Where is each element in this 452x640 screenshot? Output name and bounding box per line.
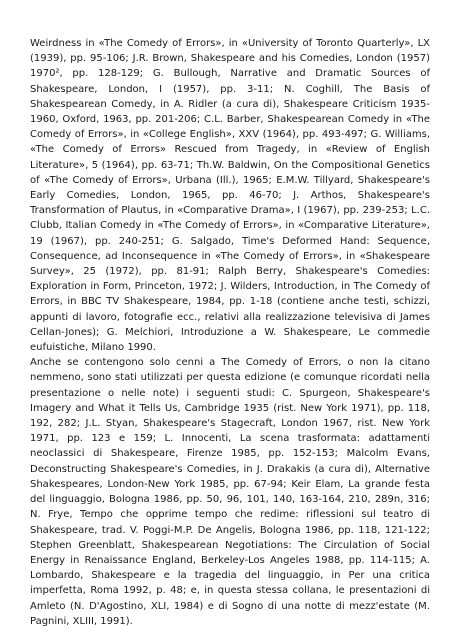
- additional-studies-paragraph: Anche se contengono solo cenni a The Comedy of Errors, o non la citano nemmeno, sono stati utilizzati per questa edizione (e comunque ricordati nella presentazione o nelle note) i seguenti studi: C. Spurgeon, Shakespeare's Imagery and What it Tells Us, Cambridge 1935 (rist. New York 1971), pp. 118, 192, 282; J.L. Styan, Shakespeare's Stagecraft, London 1967, rist. New York 1971, pp. 123 e 159; L. Innocenti, La scena trasformata: adattamenti neoclassici di Shakespeare, Firenze 1985, pp. 152-153; Malcolm Evans, Deconstructing Shakespeare's Comedies, in J. Drakakis (a cura di), Alternative Shakespeares, London-New York 1985, pp. 67-94; Keir Elam, La grande festa del linguaggio, Bologna 1986, pp. 50, 96, 101, 140, 163-164, 210, 289n, 316; N. Frye, Tempo che opprime tempo che redime: riflessioni sul teatro di Shakespeare, trad. V. Poggi-M.P. De Angelis, Bologna 1986, pp. 118, 121-122; Stephen Greenblatt, Shakespearean Negotiations: The Circulation of Social Energy in Renaissance England, Berkeley-Los Angeles 1988, pp. 114-115; A. Lombardo, Shakespeare e la tragedia del linguaggio, in Per una critica imperfetta, Roma 1992, p. 48; e, in questa stessa collana, le presentazioni di Amleto (N. D'Agostino, XLI, 1984) e di Sogno di una notte di mezz'estate (M. Pagnini, XLIII, 1991).: [30, 357, 430, 627]
- bibliography-paragraph: Weirdness in «The Comedy of Errors», in «University of Toronto Quarterly», LX (1939), pp. 95-106; J.R. Brown, Shakespeare and his Comedies, London (1957) 1970², pp. 128-129; G. Bullough, Narrative and Dramatic Sources of Shakespeare, London, I (1957), pp. 3-11; N. Coghill, The Basis of Shakespearean Comedy, in A. Ridler (a cura di), Shakespeare Criticism 1935-1960, Oxford, 1963, pp. 201-206; C.L. Barber, Shakespearean Comedy in «The Comedy of Errors», in «College English», XXV (1964), pp. 493-497; G. Williams, «The Comedy of Errors» Rescued from Tragedy, in «Review of English Literature», 5 (1964), pp. 63-71; Th.W. Baldwin, On the Compositional Genetics of «The Comedy of Errors», Urbana (Ill.), 1965; E.M.W. Tillyard, Shakespeare's Early Comedies, London, 1965, pp. 46-70; J. Arthos, Shakespeare's Transformation of Plautus, in «Comparative Drama», I (1967), pp. 239-253; L.C. Clubb, Italian Comedy in «The Comedy of Errors», in «Comparative Literature», 19 (1967), pp. 240-251; G. Salgado, Time's Deformed Hand: Sequence, Consequence, ad Inconsequence in «The Comedy of Errors», in «Shakespeare Survey», 25 (1972), pp. 81-91; Ralph Berry, Shakespeare's Comedies: Exploration in Form, Princeton, 1972; J. Wilders, Introduction, in The Comedy of Errors, in BBC TV Shakespeare, 1984, pp. 1-18 (contiene anche testi, schizzi, appunti di lavoro, fotografie ecc., relativi alla realizzazione televisiva di James Cellan-Jones); G. Melchiori, Introduzione a W. Shakespeare, Le commedie eufuistiche, Milano 1990.: [30, 38, 430, 354]
